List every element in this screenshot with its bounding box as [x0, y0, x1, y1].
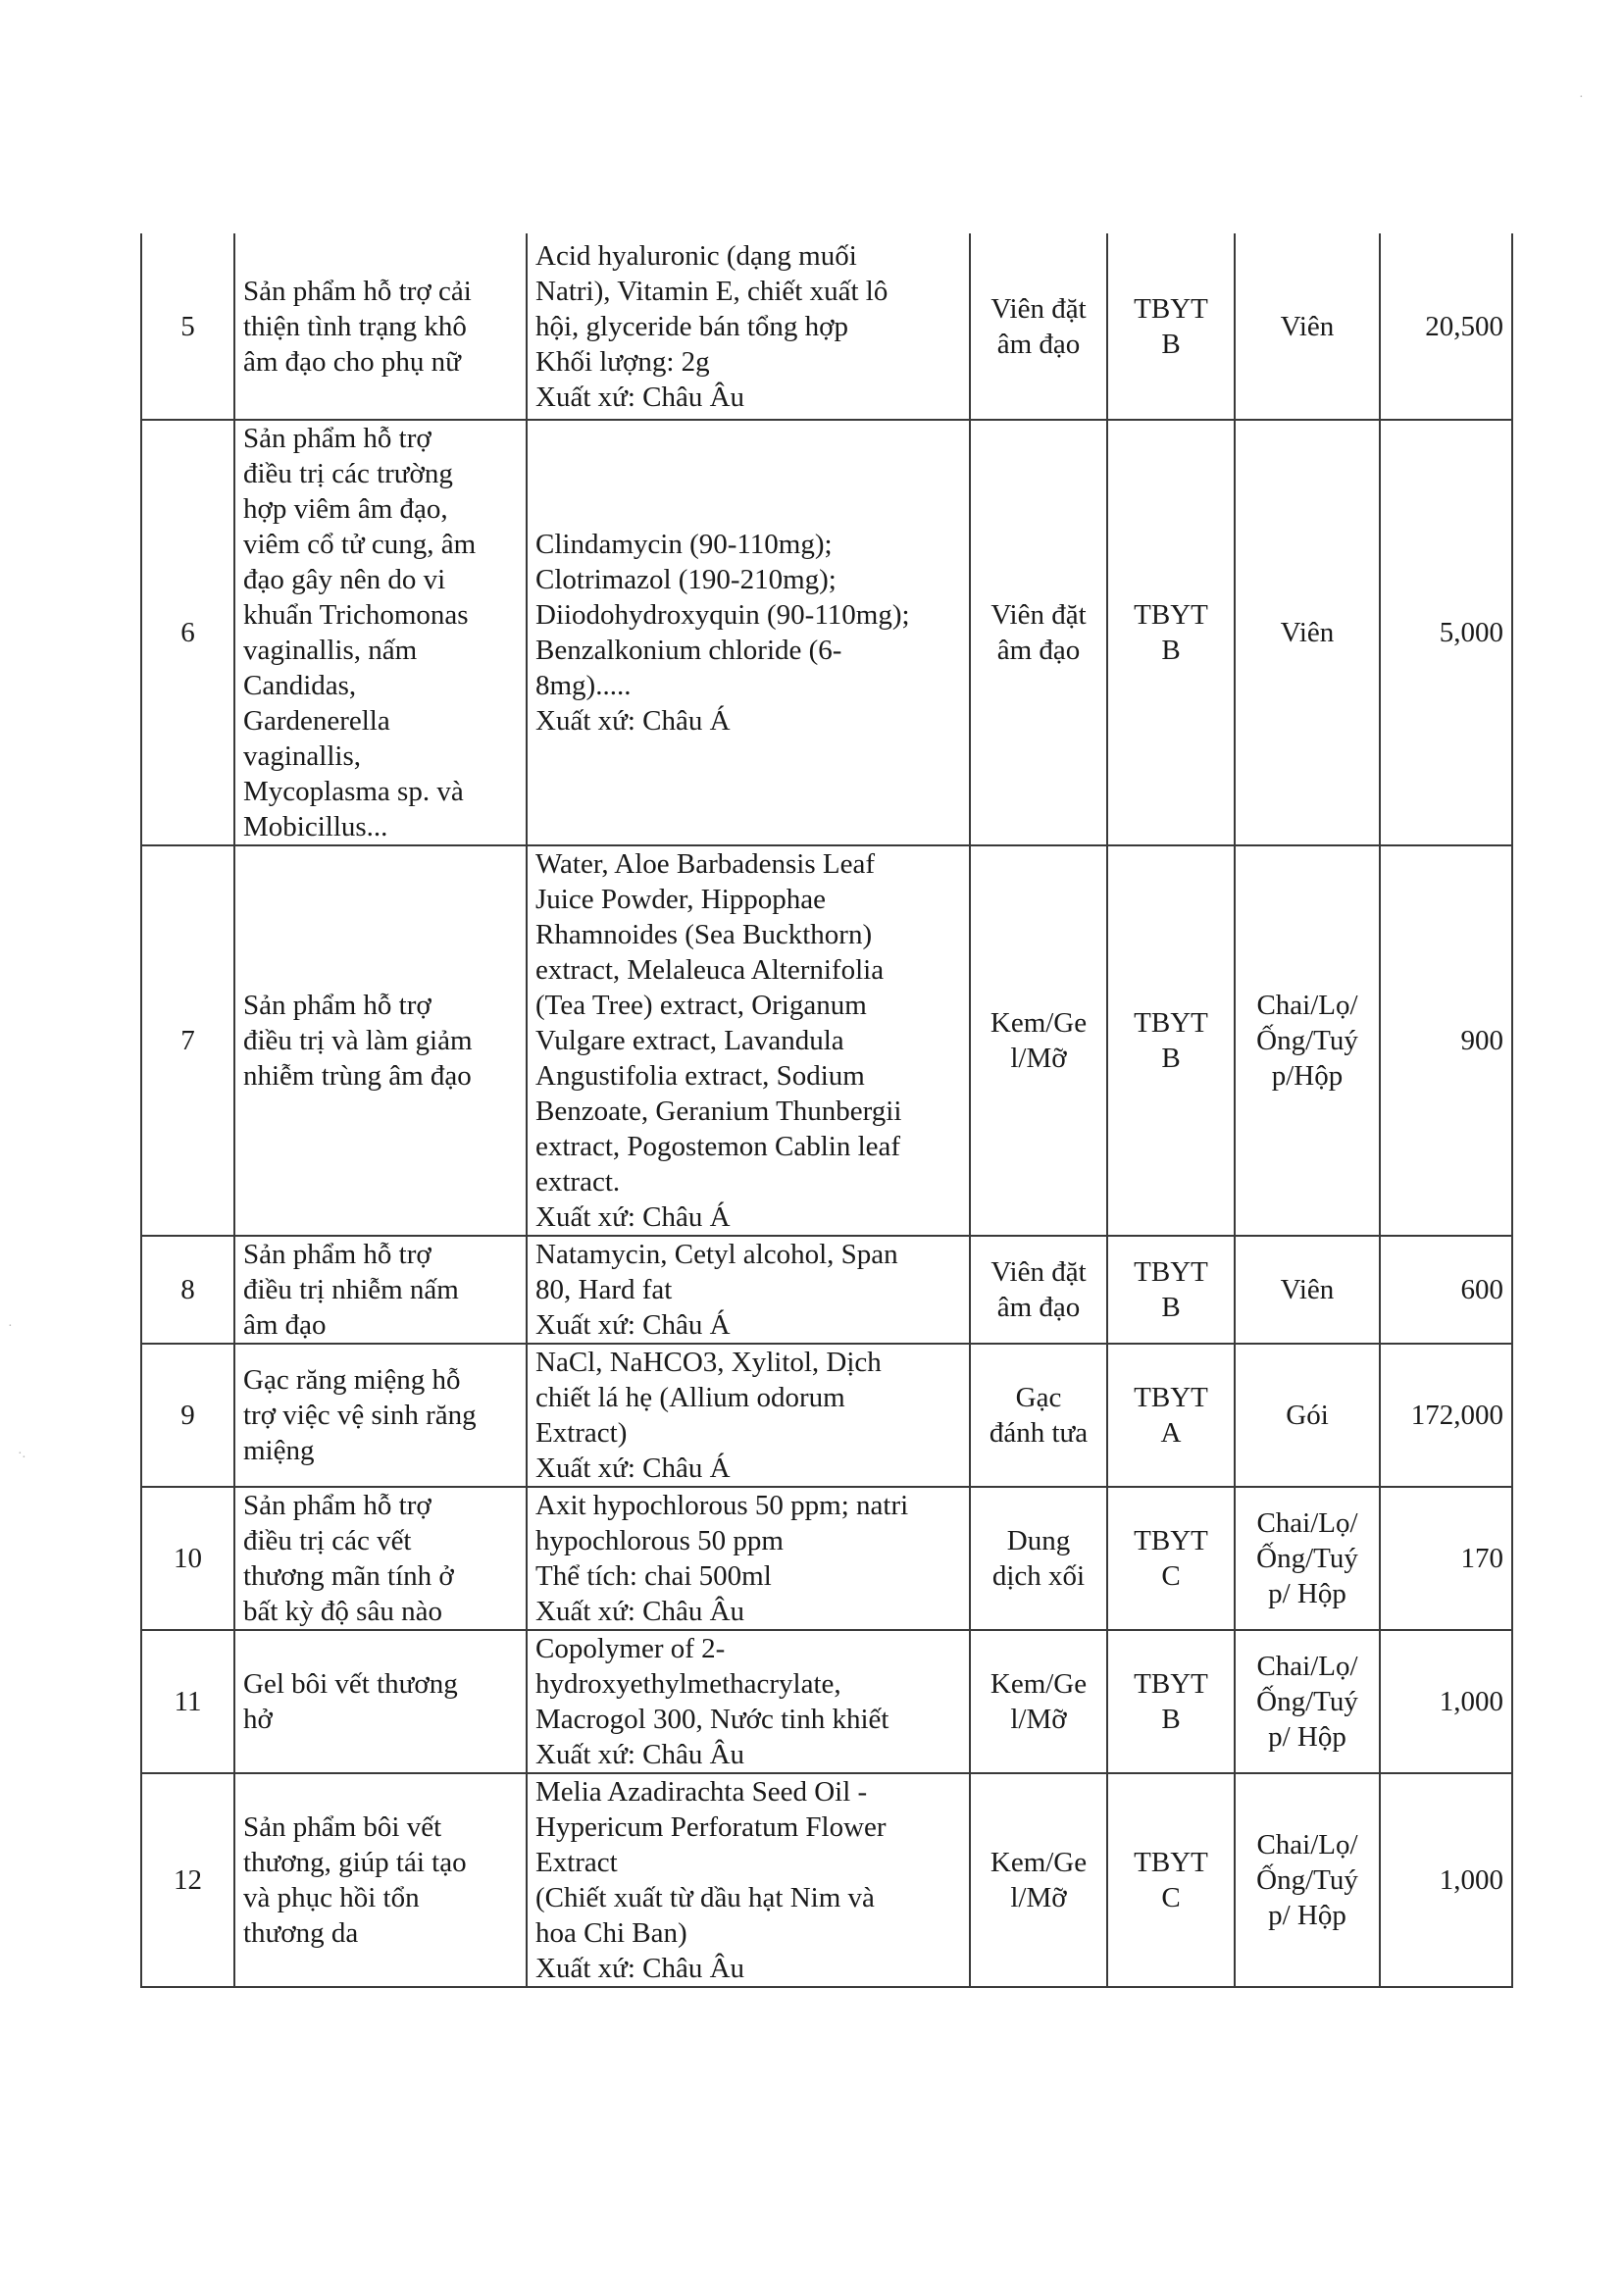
unit-cell-line: p/Hộp [1271, 1060, 1344, 1092]
table-row [141, 1487, 1512, 1630]
specification-cell-line: Rhamnoides (Sea Buckthorn) [535, 919, 873, 950]
specification-cell-line: hoa Chi Ban) [535, 1917, 687, 1949]
unit-cell-line: Ống/Tuý [1256, 1686, 1358, 1717]
product-name-cell [234, 420, 527, 845]
product-name-cell-line: miệng [243, 1435, 315, 1466]
dosage-form-cell-line: đánh tưa [989, 1417, 1089, 1449]
table-row [141, 845, 1512, 1236]
specification-cell-line: Melia Azadirachta Seed Oil - [535, 1776, 868, 1808]
unit-cell [1235, 420, 1380, 845]
device-class-cell-line: A [1160, 1417, 1182, 1449]
product-name-cell-line: điều trị nhiễm nấm [243, 1274, 459, 1305]
device-class-cell [1107, 1344, 1235, 1487]
product-table-body [141, 233, 1512, 1987]
product-name-cell [234, 1487, 527, 1630]
unit-cell-line: p/ Hộp [1268, 1721, 1346, 1753]
product-name-cell-line: Sản phẩm hỗ trợ cải [243, 275, 472, 307]
unit-cell-line: Chai/Lọ/ [1256, 1829, 1358, 1861]
quantity-cell: 1,000 [1380, 1773, 1512, 1987]
device-class-cell-line: TBYT [1134, 1668, 1208, 1700]
unit-cell-line: Ống/Tuý [1256, 1543, 1358, 1574]
dosage-form-cell-line: âm đạo [996, 635, 1081, 666]
quantity-cell: 20,500 [1380, 233, 1512, 420]
unit-cell [1235, 1344, 1380, 1487]
product-name-cell-line: âm đạo [243, 1309, 327, 1341]
device-class-cell-line: C [1161, 1882, 1181, 1913]
specification-cell-line: Thể tích: chai 500ml [535, 1560, 772, 1592]
unit-cell [1235, 1773, 1380, 1987]
dosage-form-cell-line: Gạc [1015, 1382, 1062, 1413]
specification-cell-line: Natamycin, Cetyl alcohol, Span [535, 1239, 898, 1270]
specification-cell [527, 420, 970, 845]
quantity-cell: 600 [1380, 1236, 1512, 1344]
specification-cell-line: Xuất xứ: Châu Á [535, 1309, 731, 1341]
specification-cell-line: Xuất xứ: Châu Âu [535, 1953, 745, 1984]
device-class-cell [1107, 1630, 1235, 1773]
specification-cell-line: Diiodohydroxyquin (90-110mg); [535, 599, 910, 631]
specification-cell [527, 1344, 970, 1487]
row-number-cell: 8 [141, 1236, 234, 1344]
device-class-cell-line: TBYT [1134, 599, 1208, 631]
device-class-cell-line: TBYT [1134, 1007, 1208, 1039]
specification-cell-line: NaCl, NaHCO3, Xylitol, Dịch [535, 1347, 882, 1378]
specification-cell-line: Acid hyaluronic (dạng muối [535, 239, 857, 272]
device-class-cell-line: B [1161, 1704, 1181, 1735]
specification-cell-line: extract, Melaleuca Alternifolia [535, 954, 885, 986]
unit-cell [1235, 233, 1380, 420]
device-class-cell-line: B [1161, 1292, 1181, 1323]
dosage-form-cell-line: Viên đặt [990, 292, 1087, 325]
specification-cell-line: Copolymer of 2- [535, 1633, 726, 1664]
product-name-cell-line: Gel bôi vết thương [243, 1668, 458, 1700]
device-class-cell-line: TBYT [1134, 1256, 1208, 1288]
row-number-cell: 5 [141, 233, 234, 420]
product-name-cell-line: và phục hồi tổn [243, 1882, 420, 1913]
dosage-form-cell [970, 233, 1107, 420]
product-name-cell-line: bất kỳ độ sâu nào [243, 1596, 442, 1627]
product-name-cell [234, 845, 527, 1236]
specification-cell-line: Natri), Vitamin E, chiết xuất lô [535, 275, 888, 307]
device-class-cell-line: B [1161, 1043, 1181, 1074]
product-name-cell-line: điều trị các trường [243, 458, 453, 489]
row-number-cell: 6 [141, 420, 234, 845]
table-row [141, 1236, 1512, 1344]
product-name-cell-line: vaginallis, nấm [243, 635, 418, 666]
product-name-cell [234, 1344, 527, 1487]
specification-cell-line: Benzoate, Geranium Thunbergii [535, 1096, 902, 1127]
table-row [141, 1630, 1512, 1773]
unit-cell-line: Viên [1280, 310, 1335, 342]
specification-cell-line: Vulgare extract, Lavandula [535, 1025, 844, 1056]
specification-cell-line: 8mg)..... [535, 670, 632, 701]
specification-cell-line: Clindamycin (90-110mg); [535, 529, 833, 560]
product-name-cell [234, 1630, 527, 1773]
product-name-cell-line: thương, giúp tái tạo [243, 1847, 467, 1878]
specification-cell-line: extract, Pogostemon Cablin leaf [535, 1131, 901, 1162]
unit-cell-line: Viên [1280, 617, 1335, 648]
device-class-cell [1107, 233, 1235, 420]
specification-cell-line: Khối lượng: 2g [535, 345, 710, 378]
specification-cell-line: Benzalkonium chloride (6- [535, 635, 842, 666]
dosage-form-cell [970, 845, 1107, 1236]
unit-cell [1235, 1236, 1380, 1344]
product-name-cell-line: trợ việc vệ sinh răng [243, 1400, 477, 1431]
specification-cell [527, 1236, 970, 1344]
dosage-form-cell [970, 1236, 1107, 1344]
document-page: 5 Sản phẩm hỗ trợ cải thiện tình trạng khô âm đạo cho phụ nữ Acid hyaluronic (dạng muối Natri), Vitamin E, chiết xuất lô hội, glyceride bán tổng hợp Khối lượng: 2g Xuất xứ: Châu Âu Viên đặt âm đạo TBYT B Viên 20,500 6 Sản phẩm hỗ trợ điều trị các trường hợp viêm âm đạo, viêm cổ tử cung, âm đạo gây nên do vi khuẩn Trichomonas vaginallis, nấm Candidas, Gardenerella vaginallis, Mycoplasma sp. và Mobicillus... Clindamycin (90-110mg); Clotrimazol (190-210mg); Diiodohydroxyquin (90-110mg); Benzalkonium chloride (6- 8mg)..... Xuất xứ: Châu Á Viên đặt âm đạo TBYT B Viên 5,000 7 Sản phẩm hỗ trợ điều trị và làm giảm nhiễm trùng âm đạo Water, Aloe Barbadensis Leaf Juice Powder, Hippophae Rhamnoides (Sea Buckthorn) extract, Melaleuca Alternifolia (Tea Tree) extract, Origanum Vulgare extract, Lavandula Angustifolia extract, Sodium Benzoate, Geranium Thunbergii extract, Pogostemon Cablin leaf extract. Xuất xứ: Châu Á Kem/Ge l/Mỡ TBYT B Chai/Lọ/ Ống/Tuý p/Hộp 900 8 Sản phẩm hỗ trợ điều trị nhiễm nấm âm đạo Natamycin, Cetyl alcohol, Span 80, Hard fat Xuất xứ: Châu Á Viên đặt âm đạo TBYT B Viên 600 9 Gạc răng miệng hỗ trợ việc vệ sinh răng miệng NaCl, NaHCO3, Xylitol, Dịch chiết lá hẹ (Allium odorum Extract) Xuất xứ: Châu Á Gạc đánh tưa TBYT A Gói 172,000 10 Sản phẩm hỗ trợ điều trị các vết thương mãn tính ở bất kỳ độ sâu nào Axit hypochlorous 50 ppm; natri hypochlorous 50 ppm Thể tích: chai 500ml Xuất xứ: Châu Âu Dung dịch xối TBYT C Chai/Lọ/ Ống/Tuý p/ Hộp 170 11 Gel bôi vết thương hở Copolymer of 2- hydroxyethylmethacrylate, Macrogol 300, Nước tinh khiết Xuất xứ: Châu Âu Kem/Ge l/Mỡ TBYT B Chai/Lọ/ Ống/Tuý p/ Hộp 1,000 12 Sản phẩm bôi vết thương, giúp tái tạo và phục hồi tổn thương da Melia Azadirachta Seed Oil - Hypericum Perforatum Flower Extract (Chiết xuất từ dầu hạt Nim và hoa Chi Ban) Xuất xứ: Châu Âu Kem/Ge l/Mỡ TBYT C Chai/Lọ/ Ống/Tuý p/ Hộp 1,000 · ·. · [0, 0, 1624, 2294]
product-name-cell-line: Gardenerella [243, 705, 390, 737]
quantity-cell: 900 [1380, 845, 1512, 1236]
product-name-cell-line: điều trị và làm giảm [243, 1025, 473, 1056]
device-class-cell [1107, 1236, 1235, 1344]
product-name-cell-line: thương mãn tính ở [243, 1560, 454, 1592]
specification-cell-line: Xuất xứ: Châu Âu [535, 1739, 745, 1770]
row-number-cell: 7 [141, 845, 234, 1236]
device-class-cell [1107, 1487, 1235, 1630]
specification-cell [527, 1773, 970, 1987]
unit-cell-line: p/ Hộp [1268, 1900, 1346, 1931]
product-name-cell-line: Mycoplasma sp. và [243, 776, 464, 807]
specification-cell [527, 233, 970, 420]
unit-cell [1235, 845, 1380, 1236]
table-row [141, 420, 1512, 845]
specification-cell [527, 1487, 970, 1630]
specification-cell-line: Xuất xứ: Châu Âu [535, 1596, 745, 1627]
device-class-cell-line: TBYT [1134, 292, 1208, 325]
device-class-cell-line: TBYT [1134, 1847, 1208, 1878]
product-name-cell-line: Sản phẩm hỗ trợ [243, 1239, 431, 1270]
specification-cell-line: extract. [535, 1166, 621, 1198]
row-number-cell: 12 [141, 1773, 234, 1987]
dosage-form-cell-line: Viên đặt [990, 1256, 1087, 1288]
specification-cell-line: 80, Hard fat [535, 1274, 673, 1305]
specification-cell-line: Angustifolia extract, Sodium [535, 1060, 865, 1092]
dosage-form-cell-line: l/Mỡ [1010, 1704, 1067, 1735]
unit-cell-line: Chai/Lọ/ [1256, 1651, 1358, 1682]
row-number-cell: 11 [141, 1630, 234, 1773]
dosage-form-cell [970, 1773, 1107, 1987]
specification-cell-line: Extract) [535, 1417, 628, 1449]
dosage-form-cell-line: Kem/Ge [990, 1668, 1088, 1700]
product-name-cell-line: vaginallis, [243, 740, 362, 772]
dosage-form-cell-line: Viên đặt [990, 599, 1087, 631]
quantity-cell: 5,000 [1380, 420, 1512, 845]
product-name-cell-line: thương da [243, 1917, 359, 1949]
product-name-cell-line: Sản phẩm bôi vết [243, 1811, 442, 1843]
specification-cell-line: hypochlorous 50 ppm [535, 1525, 784, 1556]
specification-cell-line: Xuất xứ: Châu Á [535, 1453, 731, 1484]
unit-cell-line: Gói [1286, 1400, 1329, 1431]
product-name-cell-line: Candidas, [243, 670, 357, 701]
row-number-cell: 10 [141, 1487, 234, 1630]
dosage-form-cell [970, 1487, 1107, 1630]
product-name-cell [234, 1773, 527, 1987]
product-name-cell-line: Mobicillus... [243, 811, 388, 842]
quantity-cell: 1,000 [1380, 1630, 1512, 1773]
specification-cell-line: Extract [535, 1847, 618, 1878]
product-name-cell-line: Sản phẩm hỗ trợ [243, 990, 431, 1021]
unit-cell-line: p/ Hộp [1268, 1578, 1346, 1609]
specification-cell-line: Hypericum Perforatum Flower [535, 1811, 887, 1843]
dosage-form-cell-line: âm đạo [996, 328, 1081, 360]
unit-cell-line: Chai/Lọ/ [1256, 990, 1358, 1021]
specification-cell-line: Xuất xứ: Châu Á [535, 705, 731, 737]
specification-cell-line: Xuất xứ: Châu Á [535, 1201, 731, 1233]
dosage-form-cell-line: Dung [1006, 1525, 1071, 1556]
dosage-form-cell-line: dịch xối [991, 1560, 1086, 1592]
specification-cell-line: Xuất xứ: Châu Âu [535, 381, 745, 413]
dosage-form-cell [970, 420, 1107, 845]
specification-cell-line: Juice Powder, Hippophae [535, 884, 827, 915]
dosage-form-cell-line: l/Mỡ [1010, 1043, 1067, 1074]
table-row [141, 233, 1512, 420]
specification-cell-line: hydroxyethylmethacrylate, [535, 1668, 841, 1700]
device-class-cell-line: C [1161, 1560, 1181, 1592]
device-class-cell [1107, 845, 1235, 1236]
unit-cell-line: Viên [1280, 1274, 1335, 1305]
row-number-cell: 9 [141, 1344, 234, 1487]
specification-cell [527, 1630, 970, 1773]
table-row [141, 1344, 1512, 1487]
product-name-cell [234, 1236, 527, 1344]
dosage-form-cell [970, 1630, 1107, 1773]
unit-cell-line: Ống/Tuý [1256, 1025, 1358, 1056]
product-name-cell-line: điều trị các vết [243, 1525, 412, 1556]
dosage-form-cell-line: Kem/Ge [990, 1847, 1088, 1878]
product-name-cell-line: Gạc răng miệng hỗ [243, 1364, 461, 1396]
specification-cell-line: Axit hypochlorous 50 ppm; natri [535, 1490, 909, 1521]
quantity-cell: 172,000 [1380, 1344, 1512, 1487]
product-name-cell-line: Sản phẩm hỗ trợ [243, 1490, 431, 1521]
unit-cell-line: Ống/Tuý [1256, 1864, 1358, 1896]
specification-cell-line: Clotrimazol (190-210mg); [535, 564, 837, 595]
device-class-cell-line: TBYT [1134, 1525, 1208, 1556]
specification-cell-line: hội, glyceride bán tổng hợp [535, 310, 848, 342]
product-name-cell-line: hở [243, 1704, 273, 1735]
unit-cell [1235, 1630, 1380, 1773]
dosage-form-cell [970, 1344, 1107, 1487]
product-name-cell-line: nhiễm trùng âm đạo [243, 1060, 472, 1092]
unit-cell-line: Chai/Lọ/ [1256, 1507, 1358, 1539]
specification-cell-line: Macrogol 300, Nước tinh khiết [535, 1704, 889, 1735]
specification-cell-line: (Tea Tree) extract, Origanum [535, 990, 867, 1021]
product-name-cell-line: đạo gây nên do vi [243, 564, 446, 595]
product-table [140, 233, 1513, 1988]
product-name-cell-line: hợp viêm âm đạo, [243, 493, 448, 525]
specification-cell-line: (Chiết xuất từ dầu hạt Nim và [535, 1882, 875, 1913]
specification-cell-line: Water, Aloe Barbadensis Leaf [535, 848, 875, 880]
unit-cell [1235, 1487, 1380, 1630]
device-class-cell-line: B [1161, 635, 1181, 666]
dosage-form-cell-line: l/Mỡ [1010, 1882, 1067, 1913]
product-name-cell-line: Sản phẩm hỗ trợ [243, 423, 431, 454]
device-class-cell-line: TBYT [1134, 1382, 1208, 1413]
specification-cell-line: chiết lá hẹ (Allium odorum [535, 1382, 845, 1413]
table-row [141, 1773, 1512, 1987]
product-name-cell-line: khuẩn Trichomonas [243, 599, 469, 631]
product-name-cell-line: thiện tình trạng khô [243, 310, 467, 342]
quantity-cell: 170 [1380, 1487, 1512, 1630]
device-class-cell [1107, 420, 1235, 845]
product-name-cell-line: viêm cổ tử cung, âm [243, 529, 477, 560]
dosage-form-cell-line: Kem/Ge [990, 1007, 1088, 1039]
product-name-cell [234, 233, 527, 420]
product-name-cell-line: âm đạo cho phụ nữ [243, 345, 461, 378]
device-class-cell [1107, 1773, 1235, 1987]
device-class-cell-line: B [1161, 328, 1181, 360]
dosage-form-cell-line: âm đạo [996, 1292, 1081, 1323]
specification-cell [527, 845, 970, 1236]
